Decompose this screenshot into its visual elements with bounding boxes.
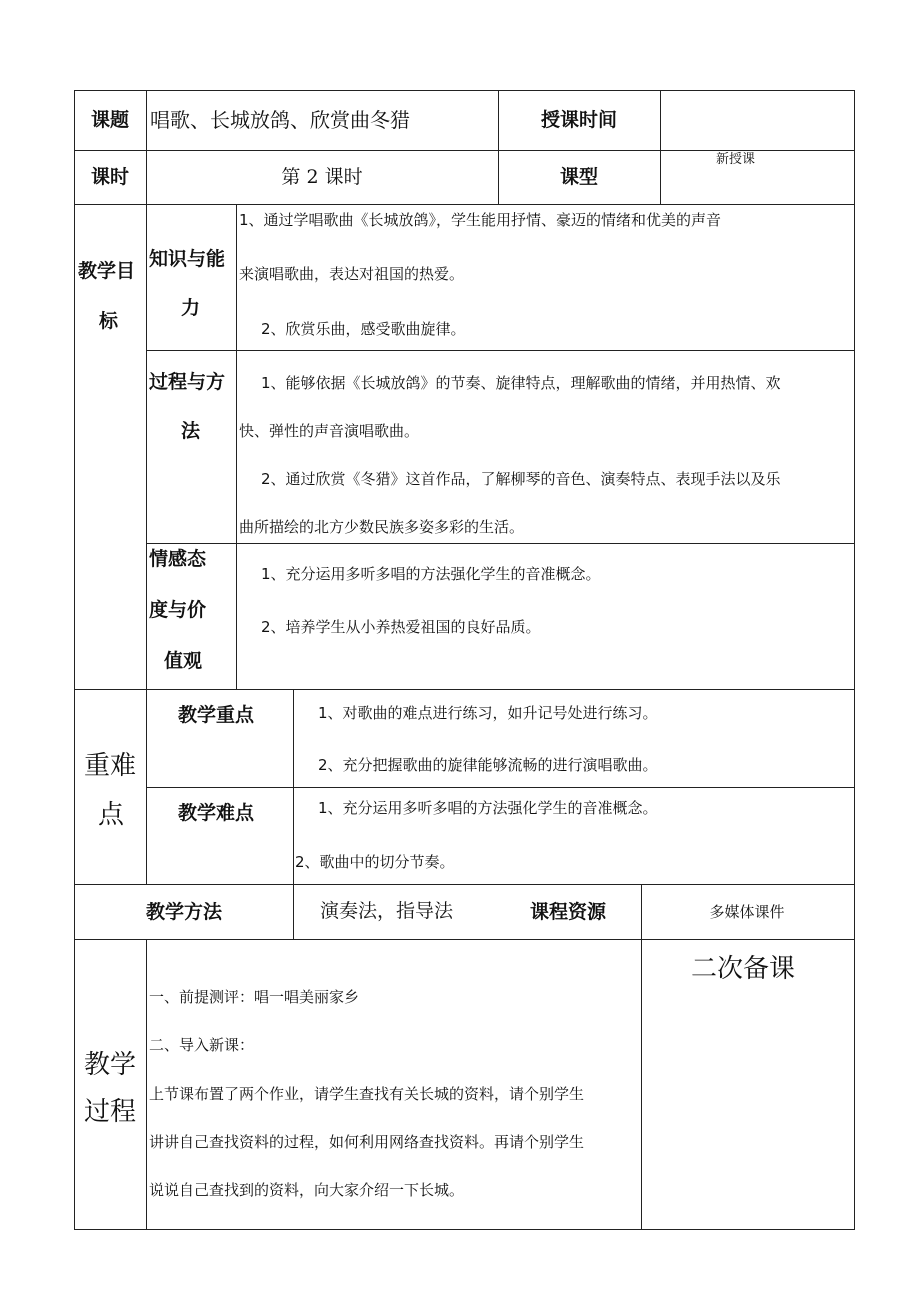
process-label: 法	[181, 420, 201, 442]
objectives-label: 教学目	[78, 260, 136, 282]
key-points-label: 点	[98, 800, 125, 830]
key-points-label: 重难	[84, 751, 137, 781]
focus-text: 1、对歌曲的难点进行练习，如升记号处进行练习。	[318, 704, 658, 722]
process-line: 二、导入新课：	[149, 1036, 255, 1054]
focus-text: 2、充分把握歌曲的旋律能够流畅的进行演唱歌曲。	[318, 756, 658, 774]
resource-label: 课程资源	[530, 901, 607, 923]
process-text: 快、弹性的声音演唱歌曲。	[239, 422, 420, 440]
knowledge-label: 知识与能	[149, 248, 226, 270]
grid-line	[74, 204, 855, 205]
grid-line	[498, 90, 499, 150]
grid-line	[74, 884, 855, 885]
knowledge-text: 1、通过学唱歌曲《长城放鸽》，学生能用抒情、豪迈的情绪和优美的声音	[239, 211, 722, 229]
process-line: 讲讲自己查找资料的过程，如何利用网络查找资料。再请个别学生	[149, 1133, 585, 1151]
topic-label: 课题	[91, 109, 130, 131]
grid-line	[146, 204, 147, 689]
grid-line	[498, 150, 499, 204]
type-value: 新授课	[716, 152, 756, 167]
difficulty-label: 教学难点	[178, 802, 255, 824]
process-line: 一、前提测评：唱一唱美丽家乡	[149, 988, 360, 1006]
process-text: 曲所描绘的北方少数民族多姿多彩的生活。	[239, 518, 525, 536]
process-line: 说说自己查找到的资料，向大家介绍一下长城。	[149, 1181, 465, 1199]
method-label: 教学方法	[145, 901, 223, 923]
grid-line	[641, 939, 642, 1229]
resource-value: 多媒体课件	[709, 903, 785, 921]
emotion-label: 度与价	[149, 599, 207, 621]
grid-line	[146, 543, 855, 544]
period-value: 第 2 课时	[281, 166, 363, 188]
grid-line	[236, 204, 237, 689]
type-label: 课型	[559, 166, 599, 188]
grid-line	[74, 90, 75, 1230]
grid-line	[660, 150, 661, 204]
grid-line	[146, 939, 147, 1229]
knowledge-label: 力	[181, 297, 201, 319]
grid-line	[854, 90, 855, 1230]
emotion-label: 情感态	[149, 548, 207, 570]
grid-line	[293, 689, 294, 884]
grid-line	[641, 884, 642, 939]
period-label: 课时	[91, 166, 130, 188]
focus-label: 教学重点	[178, 704, 255, 726]
time-label: 授课时间	[540, 109, 618, 131]
process-label: 过程与方	[149, 371, 226, 393]
process-line: 上节课布置了两个作业，请学生查找有关长城的资料，请个别学生	[149, 1085, 585, 1103]
grid-line	[293, 884, 294, 939]
objectives-label: 标	[99, 310, 119, 332]
grid-line	[660, 90, 661, 150]
knowledge-text: 2、欣赏乐曲，感受歌曲旋律。	[261, 320, 466, 338]
emotion-label: 值观	[164, 650, 203, 672]
grid-line	[74, 689, 855, 690]
process-text: 2、通过欣赏《冬猎》这首作品，了解柳琴的音色、演奏特点、表现手法以及乐	[261, 470, 781, 488]
topic-value: 唱歌、长城放鸽、欣赏曲冬猎	[150, 108, 410, 132]
process-section-label: 过程	[84, 1097, 137, 1127]
emotion-text: 2、培养学生从小养热爱祖国的良好品质。	[261, 618, 541, 636]
second-prep-label: 二次备课	[691, 954, 796, 984]
grid-line	[146, 350, 855, 351]
grid-line	[146, 90, 147, 204]
grid-line	[74, 90, 855, 91]
difficulty-text: 1、充分运用多听多唱的方法强化学生的音准概念。	[318, 799, 658, 817]
grid-line	[74, 1229, 855, 1230]
process-section-label: 教学	[84, 1050, 137, 1080]
emotion-text: 1、充分运用多听多唱的方法强化学生的音准概念。	[261, 565, 601, 583]
difficulty-text: 2、歌曲中的切分节奏。	[295, 853, 455, 871]
grid-line	[74, 150, 855, 151]
method-value: 演奏法，指导法	[320, 900, 454, 922]
process-text: 1、能够依据《长城放鸽》的节奏、旋律特点，理解歌曲的情绪，并用热情、欢	[261, 374, 781, 392]
grid-line	[146, 689, 147, 884]
grid-line	[74, 939, 855, 940]
knowledge-text: 来演唱歌曲，表达对祖国的热爱。	[239, 265, 465, 283]
grid-line	[146, 787, 855, 788]
